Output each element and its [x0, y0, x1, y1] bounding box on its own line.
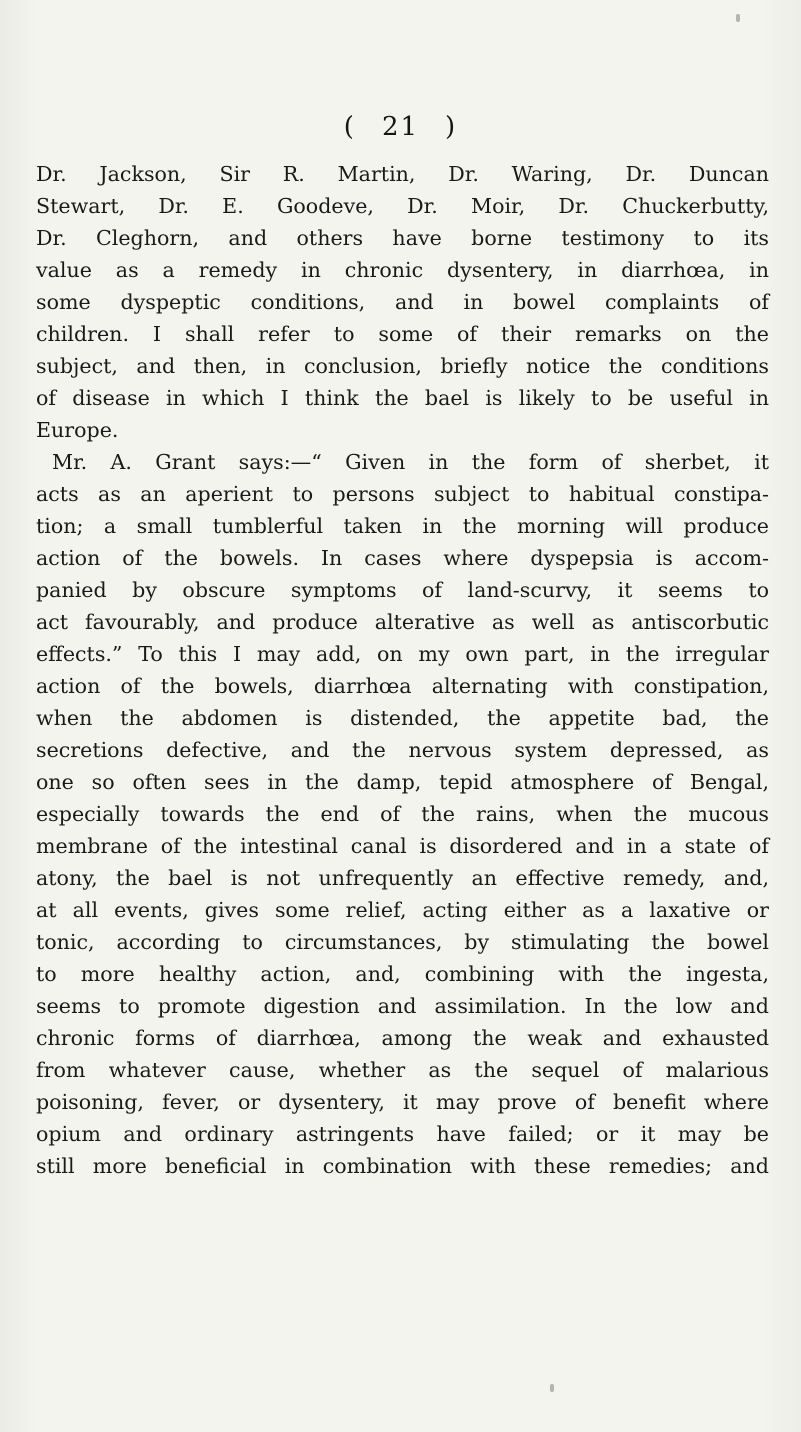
- text-line: Dr. Cleghorn, and others have borne testimony to its: [36, 226, 769, 250]
- text-line: atony, the bael is not unfrequently an effective remedy, and,: [36, 866, 769, 890]
- body-text: [36, 158, 769, 1182]
- text-line: children. I shall refer to some of their remarks on the: [36, 322, 769, 346]
- text-line: Mr. A. Grant says:—“ Given in the form of sherbet, it: [52, 450, 769, 474]
- text-line: subject, and then, in conclusion, briefly notice the conditions: [36, 354, 769, 378]
- text-line: Europe.: [36, 418, 119, 442]
- page-number-value: 21: [381, 112, 420, 142]
- scan-speck: [736, 14, 740, 22]
- page-number-close-paren: ): [445, 112, 458, 142]
- text-line: of disease in which I think the bael is likely to be useful in: [36, 386, 769, 410]
- text-line: act favourably, and produce alterative as well as antiscorbutic: [36, 610, 769, 634]
- text-line: tonic, according to circumstances, by stimulating the bowel: [36, 930, 769, 954]
- text-line: one so often sees in the damp, tepid atmosphere of Bengal,: [36, 770, 769, 794]
- scan-speck: [550, 1384, 554, 1392]
- page-number: [0, 112, 801, 142]
- text-line: membrane of the intestinal canal is disordered and in a state of: [36, 834, 769, 858]
- text-line: from whatever cause, whether as the sequel of malarious: [36, 1058, 769, 1082]
- text-line: chronic forms of diarrhœa, among the weak and exhausted: [36, 1026, 769, 1050]
- text-line: effects.” To this I may add, on my own part, in the irregular: [36, 642, 769, 666]
- text-line: panied by obscure symptoms of land-scurvy, it seems to: [36, 578, 769, 602]
- text-line: action of the bowels, diarrhœa alternating with constipation,: [36, 674, 769, 698]
- page-number-open-paren: (: [343, 112, 356, 142]
- text-line: poisoning, fever, or dysentery, it may prove of benefit where: [36, 1090, 769, 1114]
- text-line: especially towards the end of the rains, when the mucous: [36, 802, 769, 826]
- text-line: action of the bowels. In cases where dyspepsia is accom-: [36, 546, 769, 570]
- text-line: value as a remedy in chronic dysentery, in diarrhœa, in: [36, 258, 769, 282]
- text-line: seems to promote digestion and assimilation. In the low and: [36, 994, 769, 1018]
- text-line: some dyspeptic conditions, and in bowel complaints of: [36, 290, 769, 314]
- text-line: Stewart, Dr. E. Goodeve, Dr. Moir, Dr. Chuckerbutty,: [36, 194, 769, 218]
- text-line: acts as an aperient to persons subject to habitual constipa-: [36, 482, 769, 506]
- text-line: secretions defective, and the nervous system depressed, as: [36, 738, 769, 762]
- text-line: still more beneficial in combination with these remedies; and: [36, 1154, 769, 1178]
- text-line: at all events, gives some relief, acting either as a laxative or: [36, 898, 769, 922]
- text-line: Dr. Jackson, Sir R. Martin, Dr. Waring, Dr. Duncan: [36, 162, 769, 186]
- text-line: when the abdomen is distended, the appetite bad, the: [36, 706, 769, 730]
- text-line: to more healthy action, and, combining with the ingesta,: [36, 962, 769, 986]
- text-line: tion; a small tumblerful taken in the morning will produce: [36, 514, 769, 538]
- text-line: opium and ordinary astringents have failed; or it may be: [36, 1122, 769, 1146]
